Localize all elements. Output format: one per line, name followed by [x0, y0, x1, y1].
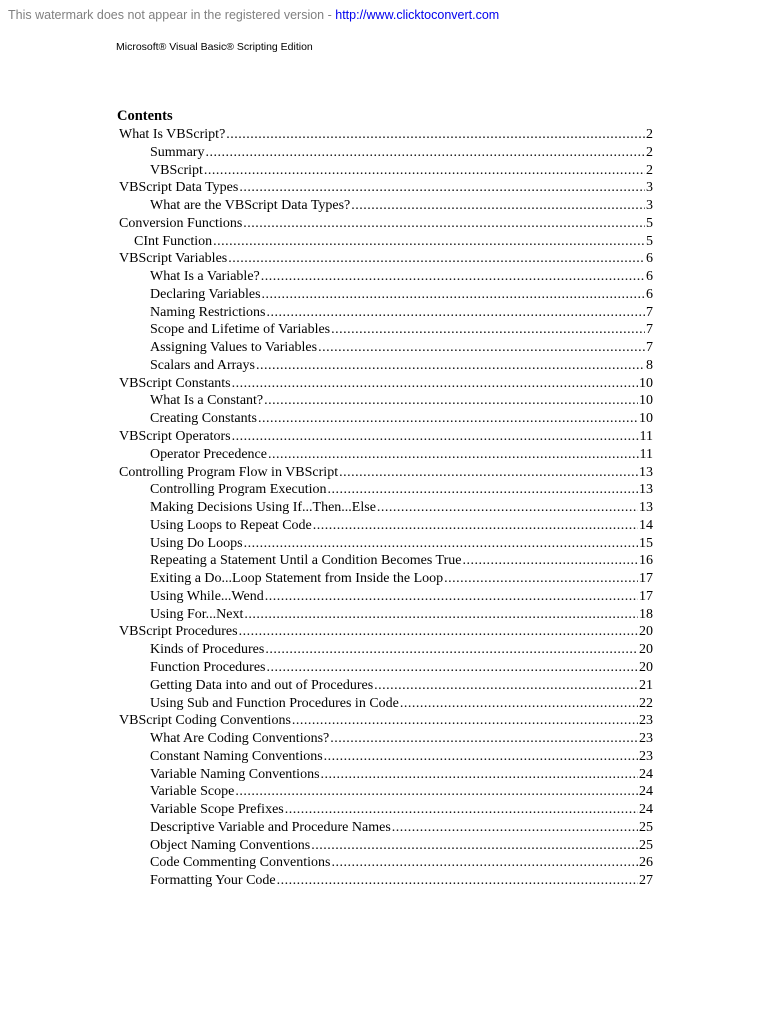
toc-entry-title: Descriptive Variable and Procedure Names — [150, 819, 391, 835]
toc-entry-page-number: 26 — [639, 855, 653, 871]
toc-entry-title: Creating Constants — [150, 411, 257, 427]
toc-entry[interactable] — [119, 392, 653, 410]
toc-entry-page-number: 25 — [639, 819, 653, 835]
toc-entry-page-number: 13 — [639, 500, 653, 516]
toc-entry[interactable] — [119, 801, 653, 819]
dot-leader — [258, 410, 638, 428]
toc-entry[interactable] — [119, 375, 653, 393]
toc-entry[interactable] — [119, 233, 653, 251]
toc-entry-page-number: 8 — [646, 357, 653, 373]
toc-entry-title: VBScript Coding Conventions — [119, 713, 291, 729]
toc-entry[interactable] — [119, 215, 653, 233]
dot-leader — [232, 428, 639, 446]
dot-leader — [328, 481, 638, 499]
dot-leader — [244, 535, 638, 553]
table-of-contents — [119, 126, 653, 890]
toc-entry[interactable] — [119, 197, 653, 215]
toc-entry-page-number: 2 — [646, 162, 653, 178]
toc-entry-title: What are the VBScript Data Types? — [150, 198, 351, 214]
toc-entry-title: Declaring Variables — [150, 286, 261, 302]
toc-entry-title: Scope and Lifetime of Variables — [150, 322, 331, 338]
toc-entry-page-number: 21 — [639, 677, 653, 693]
toc-entry-title: Function Procedures — [150, 659, 266, 675]
toc-entry[interactable] — [119, 499, 653, 517]
toc-entry-title: VBScript Variables — [119, 251, 228, 267]
dot-leader — [244, 606, 638, 624]
watermark-text: This watermark does not appear in the registered version - — [8, 8, 336, 22]
toc-entry-page-number: 2 — [646, 144, 653, 160]
dot-leader — [232, 375, 638, 393]
toc-entry-title: Getting Data into and out of Procedures — [150, 677, 374, 693]
toc-entry[interactable] — [119, 766, 653, 784]
dot-leader — [213, 233, 645, 251]
toc-entry-page-number: 3 — [646, 198, 653, 214]
toc-entry-page-number: 6 — [646, 286, 653, 302]
toc-entry-title: Conversion Functions — [119, 215, 243, 231]
toc-entry-title: Scalars and Arrays — [150, 357, 255, 373]
toc-entry-title: Using Loops to Repeat Code — [150, 517, 312, 533]
toc-entry[interactable] — [119, 552, 653, 570]
toc-entry-page-number: 23 — [639, 713, 653, 729]
toc-entry[interactable] — [119, 712, 653, 730]
toc-entry[interactable] — [119, 783, 653, 801]
dot-leader — [374, 677, 638, 695]
toc-entry[interactable] — [119, 339, 653, 357]
toc-entry-page-number: 20 — [639, 659, 653, 675]
toc-entry[interactable] — [119, 695, 653, 713]
running-header: Microsoft® Visual Basic® Scripting Edition — [116, 41, 313, 53]
toc-entry-page-number: 6 — [646, 251, 653, 267]
toc-entry[interactable] — [119, 410, 653, 428]
toc-entry[interactable] — [119, 517, 653, 535]
dot-leader — [261, 268, 645, 286]
toc-entry-title: Variable Scope — [150, 784, 235, 800]
toc-entry[interactable] — [119, 606, 653, 624]
toc-entry-title: Summary — [150, 144, 205, 160]
toc-entry[interactable] — [119, 357, 653, 375]
toc-entry[interactable] — [119, 570, 653, 588]
dot-leader — [262, 286, 645, 304]
toc-entry-title: Constant Naming Conventions — [150, 748, 323, 764]
toc-entry-page-number: 7 — [646, 340, 653, 356]
toc-entry[interactable] — [119, 641, 653, 659]
dot-leader — [311, 837, 638, 855]
watermark-notice — [8, 8, 499, 22]
toc-entry-page-number: 11 — [639, 429, 653, 445]
toc-entry[interactable] — [119, 535, 653, 553]
toc-entry-page-number: 15 — [639, 535, 653, 551]
toc-entry-title: Exiting a Do...Loop Statement from Inside the Loop — [150, 571, 444, 587]
toc-entry-title: Formatting Your Code — [150, 873, 276, 889]
dot-leader — [351, 197, 645, 215]
toc-entry[interactable] — [119, 677, 653, 695]
dot-leader — [330, 730, 638, 748]
toc-entry-title: Variable Scope Prefixes — [150, 802, 284, 818]
toc-entry-page-number: 20 — [639, 624, 653, 640]
watermark-link[interactable]: http://www.clicktoconvert.com — [335, 8, 500, 22]
toc-entry[interactable] — [119, 464, 653, 482]
toc-entry-title: Code Commenting Conventions — [150, 855, 331, 871]
toc-entry-title: Using Sub and Function Procedures in Code — [150, 695, 399, 711]
toc-entry-title: Naming Restrictions — [150, 304, 266, 320]
toc-entry-page-number: 10 — [639, 393, 653, 409]
toc-entry-page-number: 17 — [639, 571, 653, 587]
dot-leader — [377, 499, 638, 517]
toc-entry-title: VBScript Operators — [119, 429, 231, 445]
toc-entry-page-number: 14 — [639, 517, 653, 533]
toc-entry-title: What Is a Constant? — [150, 393, 264, 409]
toc-entry-title: Using While...Wend — [150, 588, 264, 604]
toc-entry[interactable] — [119, 286, 653, 304]
dot-leader — [318, 339, 645, 357]
dot-leader — [267, 304, 646, 322]
dot-leader — [444, 570, 638, 588]
toc-entry[interactable] — [119, 304, 653, 322]
toc-entry-title: What Are Coding Conventions? — [150, 731, 330, 747]
toc-entry[interactable] — [119, 126, 653, 144]
toc-entry-page-number: 5 — [646, 215, 653, 231]
dot-leader — [400, 695, 638, 713]
toc-entry[interactable] — [119, 321, 653, 339]
toc-entry-page-number: 20 — [639, 642, 653, 658]
dot-leader — [285, 801, 638, 819]
toc-entry[interactable] — [119, 837, 653, 855]
toc-entry-title: Controlling Program Flow in VBScript — [119, 464, 339, 480]
toc-entry-title: Kinds of Procedures — [150, 642, 265, 658]
toc-entry-page-number: 11 — [639, 446, 653, 462]
toc-entry-page-number: 10 — [639, 411, 653, 427]
toc-entry-title: VBScript — [150, 162, 203, 178]
toc-entry-page-number: 6 — [646, 269, 653, 285]
toc-entry-page-number: 18 — [639, 606, 653, 622]
toc-entry-page-number: 23 — [639, 731, 653, 747]
toc-entry-title: Assigning Values to Variables — [150, 340, 318, 356]
dot-leader — [313, 517, 638, 535]
toc-entry[interactable] — [119, 819, 653, 837]
toc-entry[interactable] — [119, 623, 653, 641]
dot-leader — [256, 357, 645, 375]
dot-leader — [204, 162, 645, 180]
dot-leader — [205, 144, 645, 162]
dot-leader — [239, 623, 638, 641]
toc-entry-page-number: 5 — [646, 233, 653, 249]
toc-entry-page-number: 24 — [639, 802, 653, 818]
toc-entry[interactable] — [119, 446, 653, 464]
dot-leader — [235, 783, 638, 801]
toc-entry-page-number: 2 — [646, 127, 653, 142]
toc-entry-title: VBScript Constants — [119, 375, 231, 391]
toc-entry-title: What Is a Variable? — [150, 269, 260, 285]
toc-entry[interactable] — [119, 730, 653, 748]
dot-leader — [392, 819, 638, 837]
dot-leader — [228, 250, 645, 268]
dot-leader — [264, 392, 638, 410]
toc-entry[interactable] — [119, 659, 653, 677]
dot-leader — [268, 446, 639, 464]
toc-entry-page-number: 10 — [639, 375, 653, 391]
toc-entry-page-number: 25 — [639, 837, 653, 853]
dot-leader — [226, 126, 645, 144]
toc-entry-title: CInt Function — [134, 233, 213, 249]
dot-leader — [243, 215, 645, 233]
toc-entry[interactable] — [119, 588, 653, 606]
toc-entry[interactable] — [119, 179, 653, 197]
toc-entry-title: VBScript Data Types — [119, 180, 239, 196]
toc-entry[interactable] — [119, 748, 653, 766]
toc-entry-page-number: 24 — [639, 784, 653, 800]
dot-leader — [339, 464, 638, 482]
dot-leader — [265, 588, 638, 606]
toc-entry[interactable] — [119, 872, 653, 890]
toc-entry[interactable] — [119, 144, 653, 162]
dot-leader — [331, 854, 638, 872]
toc-entry-page-number: 24 — [639, 766, 653, 782]
toc-entry-page-number: 13 — [639, 464, 653, 480]
toc-entry-page-number: 16 — [639, 553, 653, 569]
toc-entry-title: Making Decisions Using If...Then...Else — [150, 500, 376, 516]
toc-entry-title: VBScript Procedures — [119, 624, 238, 640]
contents-title: Contents — [117, 108, 173, 124]
toc-entry-page-number: 7 — [646, 322, 653, 338]
toc-entry-title: Using Do Loops — [150, 535, 243, 551]
toc-entry-page-number: 13 — [639, 482, 653, 498]
dot-leader — [324, 748, 638, 766]
toc-entry-title: Operator Precedence — [150, 446, 267, 462]
toc-entry[interactable] — [119, 162, 653, 180]
toc-entry-page-number: 7 — [646, 304, 653, 320]
toc-entry-title: Repeating a Statement Until a Condition Becomes True — [150, 553, 462, 569]
toc-entry-page-number: 22 — [639, 695, 653, 711]
dot-leader — [266, 659, 638, 677]
toc-entry[interactable] — [119, 428, 653, 446]
toc-entry-page-number: 27 — [639, 873, 653, 889]
toc-entry-page-number: 3 — [646, 180, 653, 196]
toc-entry[interactable] — [119, 481, 653, 499]
dot-leader — [321, 766, 638, 784]
toc-entry[interactable] — [119, 854, 653, 872]
toc-entry[interactable] — [119, 250, 653, 268]
dot-leader — [265, 641, 638, 659]
dot-leader — [277, 872, 638, 890]
dot-leader — [331, 321, 645, 339]
dot-leader — [462, 552, 638, 570]
toc-entry-title: What Is VBScript? — [119, 127, 226, 142]
toc-entry-title: Object Naming Conventions — [150, 837, 311, 853]
toc-entry[interactable] — [119, 268, 653, 286]
toc-entry-title: Variable Naming Conventions — [150, 766, 320, 782]
dot-leader — [292, 712, 638, 730]
toc-entry-title: Using For...Next — [150, 606, 244, 622]
toc-entry-page-number: 23 — [639, 748, 653, 764]
dot-leader — [239, 179, 645, 197]
toc-entry-title: Controlling Program Execution — [150, 482, 327, 498]
toc-entry-page-number: 17 — [639, 588, 653, 604]
